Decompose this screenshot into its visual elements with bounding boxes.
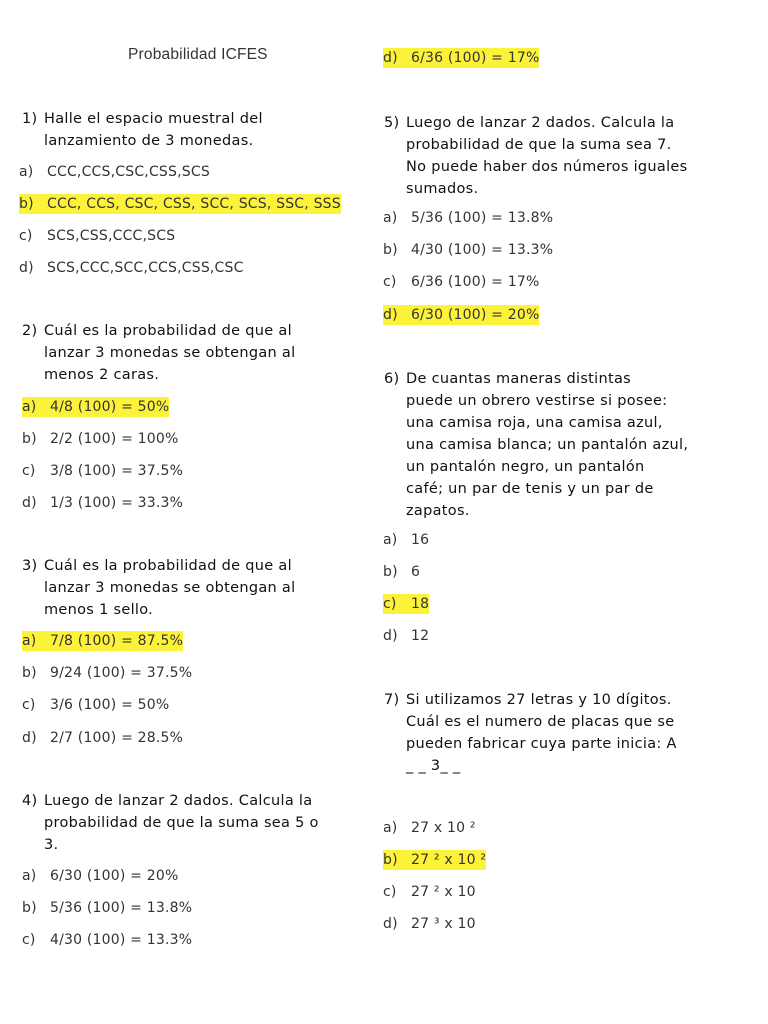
option-7c: c) 27 ² x 10 <box>383 884 476 900</box>
option-1d: d) SCS,CCC,SCC,CCS,CSS,CSC <box>19 260 244 276</box>
option-3d: d) 2/7 (100) = 28.5% <box>22 730 184 746</box>
option-6b: b) 6 <box>383 564 421 580</box>
question-text: Halle el espacio muestral del <box>44 111 263 127</box>
option-6c-correct: c) 18 <box>383 596 430 612</box>
question-7 <box>384 689 754 777</box>
option-7b-correct: b) 27 ² x 10 ² <box>383 852 487 868</box>
question-text: probabilidad de que la suma sea 7. <box>406 137 672 153</box>
question-6 <box>384 368 754 522</box>
option-4a: a) 6/30 (100) = 20% <box>22 868 179 884</box>
question-number: 7) <box>384 692 400 708</box>
option-4d-correct: d) 6/36 (100) = 17% <box>383 50 540 66</box>
question-text: No puede haber dos números iguales <box>406 159 688 175</box>
question-text: puede un obrero vestirse si posee: <box>406 393 668 409</box>
option-3a-correct: a) 7/8 (100) = 87.5% <box>22 633 184 649</box>
question-text: Cuál es la probabilidad de que al <box>44 558 292 574</box>
question-1 <box>22 108 362 152</box>
question-text: lanzar 3 monedas se obtengan al <box>44 345 296 361</box>
page-title: Probabilidad ICFES <box>128 46 268 63</box>
option-2b: b) 2/2 (100) = 100% <box>22 431 179 447</box>
question-text: Luego de lanzar 2 dados. Calcula la <box>44 793 313 809</box>
question-text: Luego de lanzar 2 dados. Calcula la <box>406 115 675 131</box>
question-4 <box>22 790 367 856</box>
question-text: una camisa roja, una camisa azul, <box>406 415 663 431</box>
question-number: 2) <box>22 323 38 339</box>
question-number: 4) <box>22 793 38 809</box>
question-text: _ _ 3_ _ <box>406 758 461 774</box>
option-6a: a) 16 <box>383 532 430 548</box>
option-2a-correct: a) 4/8 (100) = 50% <box>22 399 170 415</box>
option-1c: c) SCS,CSS,CCC,SCS <box>19 228 176 244</box>
question-text: lanzar 3 monedas se obtengan al <box>44 580 296 596</box>
question-text: un pantalón negro, un pantalón <box>406 459 645 475</box>
question-text: sumados. <box>406 181 479 197</box>
question-text: Cuál es la probabilidad de que al <box>44 323 292 339</box>
question-text: 3. <box>44 837 59 853</box>
option-4b: b) 5/36 (100) = 13.8% <box>22 900 193 916</box>
option-7a: a) 27 x 10 ² <box>383 820 476 836</box>
option-5d-correct: d) 6/30 (100) = 20% <box>383 307 540 323</box>
question-text: pueden fabricar cuya parte inicia: A <box>406 736 677 752</box>
option-4c: c) 4/30 (100) = 13.3% <box>22 932 193 948</box>
option-3b: b) 9/24 (100) = 37.5% <box>22 665 193 681</box>
question-text: probabilidad de que la suma sea 5 o <box>44 815 319 831</box>
question-text: café; un par de tenis y un par de <box>406 481 654 497</box>
question-text: una camisa blanca; un pantalón azul, <box>406 437 689 453</box>
question-text: De cuantas maneras distintas <box>406 371 632 387</box>
question-number: 3) <box>22 558 38 574</box>
option-2c: c) 3/8 (100) = 37.5% <box>22 463 184 479</box>
option-5b: b) 4/30 (100) = 13.3% <box>383 242 554 258</box>
question-text: menos 2 caras. <box>44 367 160 383</box>
option-1a: a) CCC,CCS,CSC,CSS,SCS <box>19 164 210 180</box>
question-5 <box>384 112 744 200</box>
option-3c: c) 3/6 (100) = 50% <box>22 697 170 713</box>
question-text: Cuál es el numero de placas que se <box>406 714 675 730</box>
option-6d: d) 12 <box>383 628 430 644</box>
option-1b-correct: b) CCC, CCS, CSC, CSS, SCC, SCS, SSC, SSS <box>19 196 341 212</box>
question-3 <box>22 555 362 621</box>
question-2 <box>22 320 362 386</box>
question-text: menos 1 sello. <box>44 602 154 618</box>
option-7d: d) 27 ³ x 10 <box>383 916 476 932</box>
question-number: 6) <box>384 371 400 387</box>
question-text: lanzamiento de 3 monedas. <box>44 133 254 149</box>
option-5c: c) 6/36 (100) = 17% <box>383 274 540 290</box>
question-number: 5) <box>384 115 400 131</box>
question-number: 1) <box>22 111 38 127</box>
question-text: Si utilizamos 27 letras y 10 dígitos. <box>406 692 672 708</box>
option-2d: d) 1/3 (100) = 33.3% <box>22 495 184 511</box>
option-5a: a) 5/36 (100) = 13.8% <box>383 210 554 226</box>
question-text: zapatos. <box>406 503 470 519</box>
